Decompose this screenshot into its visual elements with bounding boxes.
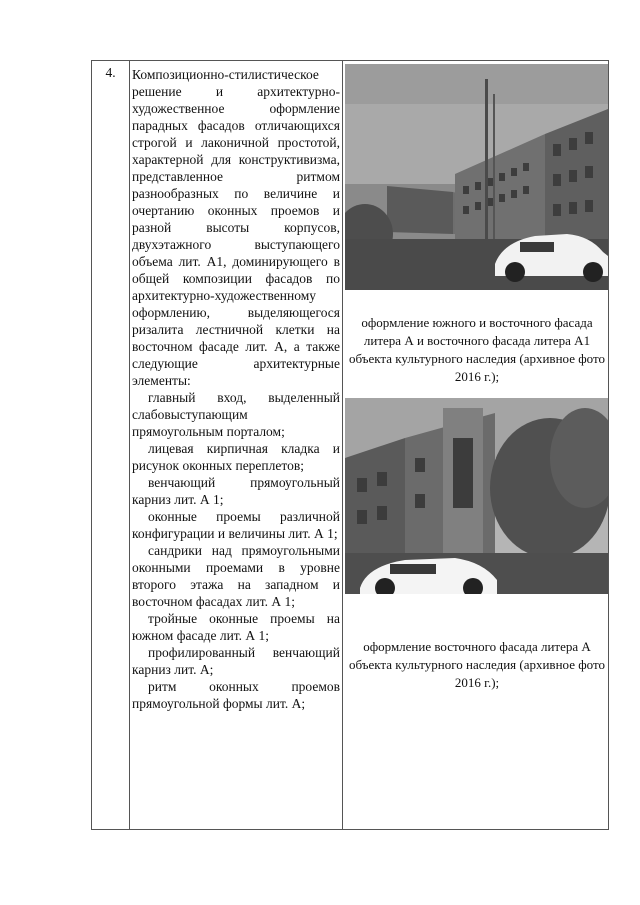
element-item: профилированный венчающий карниз лит. А; <box>132 645 340 677</box>
photo-caption: оформление восточного фасада литера А объекта культурного наследия (архивное фото 2016 г.); <box>349 639 605 690</box>
element-item: оконные проемы различной конфигурации и величины лит. А 1; <box>132 509 340 541</box>
description-cell <box>132 66 340 712</box>
column-divider <box>342 61 343 829</box>
element-item: главный вход, выделенный слабовыступающим прямоугольным порталом; <box>132 390 340 439</box>
description-paragraph: Композиционно-стилистическое решение и архитектурно-художественное оформление парадных фасадов отличающихся строгой и лаконичной простотой, характерной для конструктивизма, представленное ритмом разнообразных по величине и очертанию оконных проемов и разной высоты корпусов, двухэтажного выступающего объема лит. А1, доминирующего в общей композиции фасадов по архитектурно-художественному оформлению, выделяющегося ризалита лестничной клетки на восточном фасаде лит. А, а также следующие архитектурные элементы: <box>132 67 340 388</box>
building-photo-east <box>345 398 608 594</box>
element-item: тройные оконные проемы на южном фасаде лит. А 1; <box>132 611 340 643</box>
row-number: 4. <box>105 65 116 80</box>
document-table <box>91 60 609 830</box>
building-photo-south-east <box>345 64 608 290</box>
element-item: лицевая кирпичная кладка и рисунок оконных переплетов; <box>132 441 340 473</box>
photo-caption: оформление южного и восточного фасада литера А и восточного фасада литера А1 объекта культурного наследия (архивное фото 2016 г.); <box>349 315 605 384</box>
element-item: ритм оконных проемов прямоугольной формы лит. А; <box>132 679 340 711</box>
element-item: венчающий прямоугольный карниз лит. А 1; <box>132 475 340 507</box>
column-divider <box>129 61 130 829</box>
element-item: сандрики над прямоугольными оконными проемами в уровне второго этажа на западном и восточном фасадах лит. А 1; <box>132 543 340 609</box>
